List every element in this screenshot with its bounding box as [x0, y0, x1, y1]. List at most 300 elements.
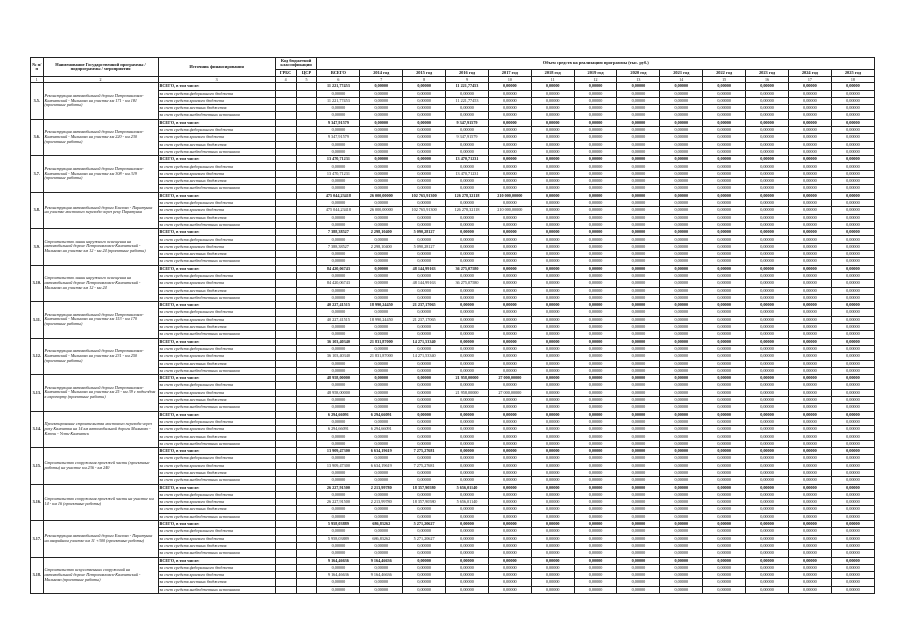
budget-code-cell	[296, 207, 317, 214]
amount-cell: 0,00000	[617, 141, 660, 148]
budget-code-cell	[275, 258, 296, 265]
funding-source: за счет средств местных бюджетов	[158, 178, 275, 185]
funding-source: за счет средств краевого бюджета	[158, 499, 275, 506]
amount-cell: 0,00000	[403, 542, 446, 549]
amount-cell: 0,00000	[788, 141, 831, 148]
amount-cell: 0,00000	[360, 477, 403, 484]
amount-cell: 0,00000	[403, 396, 446, 403]
budget-code-cell	[296, 455, 317, 462]
amount-cell: 0,00000	[360, 119, 403, 126]
amount-cell: 0,00000	[703, 127, 746, 134]
amount-cell: 0,00000	[531, 207, 574, 214]
header-total: ВСЕГО	[317, 69, 360, 76]
amount-cell: 11 221,77453	[317, 97, 360, 104]
funding-source: за счет средств федерального бюджета	[158, 272, 275, 279]
budget-code-cell	[275, 572, 296, 579]
amount-cell: 0,00000	[746, 469, 789, 476]
amount-cell: 0,00000	[403, 579, 446, 586]
budget-code-cell	[296, 572, 317, 579]
amount-cell: 0,00000	[617, 105, 660, 112]
table-body	[31, 77, 875, 594]
amount-cell: 0,00000	[831, 90, 874, 97]
amount-cell: 26 000,00000	[360, 207, 403, 214]
amount-cell: 0,00000	[574, 375, 617, 382]
amount-cell: 0,00000	[446, 214, 489, 221]
amount-cell: 0,00000	[788, 535, 831, 542]
amount-cell: 0,00000	[360, 221, 403, 228]
amount-cell: 9 164,46636	[360, 557, 403, 564]
amount-cell: 0,00000	[531, 243, 574, 250]
amount-cell: 0,00000	[660, 477, 703, 484]
amount-cell: 0,00000	[574, 156, 617, 163]
amount-cell: 0,00000	[403, 185, 446, 192]
amount-cell: 18 357,90580	[403, 484, 446, 491]
funding-source: за счет средств краевого бюджета	[158, 572, 275, 579]
budget-code-cell	[296, 236, 317, 243]
amount-cell: 0,00000	[660, 127, 703, 134]
header-year: 2018 год	[531, 69, 574, 76]
amount-cell: 0,00000	[617, 411, 660, 418]
budget-code-cell	[275, 469, 296, 476]
amount-cell: 0,00000	[660, 265, 703, 272]
amount-cell: 0,00000	[488, 382, 531, 389]
amount-cell: 0,00000	[660, 229, 703, 236]
amount-cell: 0,00000	[746, 448, 789, 455]
amount-cell: 0,00000	[531, 426, 574, 433]
table-row	[31, 302, 875, 309]
amount-cell: 0,00000	[617, 251, 660, 258]
table-row	[31, 178, 875, 185]
amount-cell: 0,00000	[746, 528, 789, 535]
item-number: 3.16.	[31, 484, 44, 520]
budget-code-cell	[296, 272, 317, 279]
amount-cell: 0,00000	[317, 396, 360, 403]
table-row	[31, 112, 875, 119]
amount-cell: 0,00000	[531, 287, 574, 294]
amount-cell: 0,00000	[660, 426, 703, 433]
amount-cell: 0,00000	[788, 199, 831, 206]
amount-cell: 0,00000	[446, 433, 489, 440]
amount-cell: 0,00000	[831, 513, 874, 520]
amount-cell: 0,00000	[831, 185, 874, 192]
amount-cell: 0,00000	[660, 294, 703, 301]
budget-code-cell	[296, 426, 317, 433]
item-number: 3.9.	[31, 229, 44, 265]
table-row	[31, 309, 875, 316]
amount-cell: 0,00000	[831, 535, 874, 542]
budget-code-cell	[275, 251, 296, 258]
amount-cell: 0,00000	[660, 462, 703, 469]
amount-cell: 0,00000	[788, 258, 831, 265]
amount-cell: 0,00000	[531, 404, 574, 411]
column-number: 18	[831, 77, 874, 83]
amount-cell: 0,00000	[617, 90, 660, 97]
funding-source: ВСЕГО, в том числе:	[158, 338, 275, 345]
budget-code-cell	[275, 426, 296, 433]
amount-cell: 0,00000	[617, 345, 660, 352]
budget-code-cell	[275, 229, 296, 236]
item-number: 3.8.	[31, 192, 44, 228]
amount-cell: 0,00000	[617, 331, 660, 338]
budget-code-cell	[275, 448, 296, 455]
amount-cell: 0,00000	[617, 229, 660, 236]
amount-cell: 0,00000	[403, 557, 446, 564]
amount-cell: 0,00000	[746, 484, 789, 491]
amount-cell: 0,00000	[660, 199, 703, 206]
amount-cell: 0,00000	[531, 564, 574, 571]
amount-cell: 0,00000	[317, 331, 360, 338]
header-year: 2019 год	[574, 69, 617, 76]
amount-cell: 0,00000	[403, 550, 446, 557]
amount-cell: 0,00000	[317, 141, 360, 148]
amount-cell: 0,00000	[574, 382, 617, 389]
amount-cell: 0,00000	[488, 572, 531, 579]
budget-code-cell	[296, 491, 317, 498]
amount-cell: 0,00000	[746, 141, 789, 148]
amount-cell: 0,00000	[831, 440, 874, 447]
budget-code-cell	[275, 265, 296, 272]
amount-cell: 26 000,00000	[360, 192, 403, 199]
amount-cell: 0,00000	[831, 462, 874, 469]
amount-cell: 0,00000	[617, 178, 660, 185]
amount-cell: 0,00000	[746, 199, 789, 206]
amount-cell: 0,00000	[488, 345, 531, 352]
amount-cell: 0,00000	[317, 542, 360, 549]
header-budget-code: Код бюджетной классификации	[275, 58, 317, 70]
amount-cell: 0,00000	[446, 105, 489, 112]
budget-code-cell	[275, 280, 296, 287]
amount-cell: 0,00000	[446, 396, 489, 403]
amount-cell: 0,00000	[831, 280, 874, 287]
amount-cell: 0,00000	[574, 185, 617, 192]
item-name: Реконструкция автомобильной дороги Елизово - Паратунка на участке мостового перехода через реку Паратунка	[43, 192, 158, 228]
amount-cell: 27 000,00000	[488, 375, 531, 382]
amount-cell: 0,00000	[788, 229, 831, 236]
amount-cell: 0,00000	[488, 112, 531, 119]
amount-cell: 0,00000	[360, 404, 403, 411]
amount-cell: 0,00000	[446, 294, 489, 301]
amount-cell: 0,00000	[488, 338, 531, 345]
amount-cell: 0,00000	[617, 542, 660, 549]
amount-cell: 0,00000	[831, 375, 874, 382]
amount-cell: 36 275,07580	[446, 280, 489, 287]
amount-cell: 0,00000	[403, 477, 446, 484]
amount-cell: 0,00000	[317, 440, 360, 447]
amount-cell: 0,00000	[360, 112, 403, 119]
amount-cell: 0,00000	[660, 542, 703, 549]
amount-cell: 0,00000	[403, 440, 446, 447]
amount-cell: 0,00000	[360, 506, 403, 513]
amount-cell: 0,00000	[403, 221, 446, 228]
amount-cell: 0,00000	[660, 338, 703, 345]
amount-cell: 0,00000	[746, 170, 789, 177]
amount-cell: 0,00000	[660, 382, 703, 389]
column-number: 6	[317, 77, 360, 83]
amount-cell: 0,00000	[788, 411, 831, 418]
table-row	[31, 499, 875, 506]
amount-cell: 0,00000	[788, 382, 831, 389]
amount-cell: 0,00000	[531, 411, 574, 418]
amount-cell: 0,00000	[831, 302, 874, 309]
amount-cell: 0,00000	[746, 134, 789, 141]
budget-code-cell	[296, 97, 317, 104]
amount-cell: 0,00000	[788, 433, 831, 440]
amount-cell: 0,00000	[531, 170, 574, 177]
budget-code-cell	[296, 528, 317, 535]
amount-cell: 0,00000	[746, 214, 789, 221]
amount-cell: 0,00000	[574, 477, 617, 484]
amount-cell: 0,00000	[660, 156, 703, 163]
amount-cell: 0,00000	[317, 287, 360, 294]
amount-cell: 0,00000	[488, 127, 531, 134]
amount-cell: 0,00000	[403, 360, 446, 367]
amount-cell: 0,00000	[531, 163, 574, 170]
header-year: 2022 год	[703, 69, 746, 76]
amount-cell: 0,00000	[617, 535, 660, 542]
amount-cell: 0,00000	[788, 97, 831, 104]
amount-cell: 21 237,17065	[403, 316, 446, 323]
item-name: Строительство искусственных сооружений на автомобильной дороге Петропавловск-Камчатский - Мильково (проектные работы)	[43, 557, 158, 593]
amount-cell: 0,00000	[703, 119, 746, 126]
amount-cell: 102 765,91300	[403, 207, 446, 214]
amount-cell: 0,00000	[703, 265, 746, 272]
amount-cell: 9 164,46636	[360, 572, 403, 579]
amount-cell: 0,00000	[488, 302, 531, 309]
amount-cell: 0,00000	[531, 105, 574, 112]
amount-cell: 21 831,87000	[360, 353, 403, 360]
funding-source: ВСЕГО, в том числе:	[158, 156, 275, 163]
funding-source: за счет средств краевого бюджета	[158, 97, 275, 104]
amount-cell: 0,00000	[703, 199, 746, 206]
budget-code-cell	[275, 564, 296, 571]
amount-cell: 0,00000	[746, 557, 789, 564]
amount-cell: 36 275,07580	[446, 265, 489, 272]
table-row	[31, 83, 875, 90]
amount-cell: 0,00000	[660, 90, 703, 97]
amount-cell: 0,00000	[660, 528, 703, 535]
funding-source: ВСЕГО, в том числе:	[158, 192, 275, 199]
amount-cell: 0,00000	[360, 586, 403, 593]
amount-cell: 0,00000	[617, 338, 660, 345]
amount-cell: 6 294,66091	[317, 426, 360, 433]
budget-code-cell	[296, 90, 317, 97]
amount-cell: 0,00000	[531, 484, 574, 491]
amount-cell: 0,00000	[360, 148, 403, 155]
amount-cell: 0,00000	[574, 178, 617, 185]
amount-cell: 0,00000	[531, 294, 574, 301]
budget-code-cell	[275, 141, 296, 148]
budget-code-cell	[296, 353, 317, 360]
amount-cell: 0,00000	[617, 316, 660, 323]
amount-cell: 0,00000	[703, 97, 746, 104]
amount-cell: 0,00000	[831, 506, 874, 513]
amount-cell: 0,00000	[660, 491, 703, 498]
funding-source: за счет средств федерального бюджета	[158, 455, 275, 462]
amount-cell: 0,00000	[831, 272, 874, 279]
table-row	[31, 396, 875, 403]
amount-cell: 48 144,99163	[403, 280, 446, 287]
amount-cell: 0,00000	[531, 265, 574, 272]
amount-cell: 0,00000	[574, 440, 617, 447]
amount-cell: 0,00000	[660, 272, 703, 279]
amount-cell: 0,00000	[531, 178, 574, 185]
amount-cell: 0,00000	[403, 433, 446, 440]
table-row	[31, 440, 875, 447]
amount-cell: 9 164,46636	[317, 572, 360, 579]
amount-cell: 0,00000	[660, 331, 703, 338]
amount-cell: 0,00000	[831, 499, 874, 506]
budget-code-cell	[275, 440, 296, 447]
budget-code-cell	[296, 564, 317, 571]
budget-code-cell	[296, 440, 317, 447]
amount-cell: 0,00000	[660, 97, 703, 104]
column-number: 16	[746, 77, 789, 83]
amount-cell: 40 227,41515	[317, 316, 360, 323]
amount-cell: 0,00000	[746, 265, 789, 272]
amount-cell: 0,00000	[574, 331, 617, 338]
amount-cell: 0,00000	[446, 367, 489, 374]
table-row	[31, 455, 875, 462]
amount-cell: 0,00000	[574, 105, 617, 112]
budget-code-cell	[296, 535, 317, 542]
amount-cell: 0,00000	[660, 141, 703, 148]
amount-cell: 0,00000	[617, 112, 660, 119]
column-number: 12	[574, 77, 617, 83]
amount-cell: 0,00000	[617, 382, 660, 389]
amount-cell: 0,00000	[617, 491, 660, 498]
amount-cell: 0,00000	[317, 491, 360, 498]
header-year: 2021 год	[660, 69, 703, 76]
budget-code-cell	[296, 199, 317, 206]
item-number: 3.7.	[31, 156, 44, 192]
amount-cell: 0,00000	[831, 324, 874, 331]
header-year: 2025 год	[831, 69, 874, 76]
amount-cell: 0,00000	[531, 156, 574, 163]
amount-cell: 0,00000	[574, 345, 617, 352]
amount-cell: 0,00000	[746, 309, 789, 316]
amount-cell: 0,00000	[317, 294, 360, 301]
amount-cell: 0,00000	[446, 243, 489, 250]
amount-cell: 0,00000	[574, 572, 617, 579]
amount-cell: 0,00000	[703, 433, 746, 440]
item-number: 3.13.	[31, 375, 44, 411]
amount-cell: 0,00000	[574, 192, 617, 199]
budget-code-cell	[275, 455, 296, 462]
amount-cell: 0,00000	[617, 148, 660, 155]
amount-cell: 0,00000	[831, 418, 874, 425]
amount-cell: 0,00000	[360, 97, 403, 104]
amount-cell: 0,00000	[574, 396, 617, 403]
amount-cell: 0,00000	[660, 396, 703, 403]
amount-cell: 0,00000	[488, 178, 531, 185]
table-row	[31, 251, 875, 258]
amount-cell: 0,00000	[831, 258, 874, 265]
amount-cell: 0,00000	[488, 229, 531, 236]
table-row	[31, 105, 875, 112]
amount-cell: 0,00000	[788, 375, 831, 382]
amount-cell: 0,00000	[831, 265, 874, 272]
amount-cell: 0,00000	[446, 572, 489, 579]
amount-cell: 0,00000	[703, 345, 746, 352]
amount-cell: 0,00000	[360, 134, 403, 141]
table-row	[31, 324, 875, 331]
amount-cell: 0,00000	[703, 477, 746, 484]
amount-cell: 5 271,20627	[403, 521, 446, 528]
budget-code-cell	[296, 360, 317, 367]
amount-cell: 0,00000	[746, 294, 789, 301]
budget-code-cell	[275, 287, 296, 294]
amount-cell: 0,00000	[531, 134, 574, 141]
budget-code-cell	[296, 287, 317, 294]
budget-code-cell	[296, 375, 317, 382]
amount-cell: 0,00000	[574, 302, 617, 309]
funding-source: ВСЕГО, в том числе:	[158, 119, 275, 126]
amount-cell: 7 388,38527	[317, 229, 360, 236]
table-row	[31, 192, 875, 199]
amount-cell: 210 000,00000	[488, 207, 531, 214]
amount-cell: 0,00000	[317, 127, 360, 134]
budget-code-cell	[296, 83, 317, 90]
amount-cell: 21 958,00000	[446, 389, 489, 396]
amount-cell: 0,00000	[703, 411, 746, 418]
amount-cell: 0,00000	[788, 90, 831, 97]
amount-cell: 0,00000	[660, 251, 703, 258]
budget-code-cell	[275, 404, 296, 411]
amount-cell: 0,00000	[660, 586, 703, 593]
amount-cell: 0,00000	[360, 287, 403, 294]
amount-cell: 0,00000	[703, 148, 746, 155]
amount-cell: 0,00000	[788, 338, 831, 345]
amount-cell: 0,00000	[746, 221, 789, 228]
amount-cell: 0,00000	[703, 440, 746, 447]
amount-cell: 0,00000	[403, 528, 446, 535]
amount-cell: 0,00000	[403, 258, 446, 265]
table-row	[31, 221, 875, 228]
amount-cell: 0,00000	[488, 550, 531, 557]
amount-cell: 0,00000	[531, 272, 574, 279]
budget-code-cell	[296, 178, 317, 185]
amount-cell: 0,00000	[746, 353, 789, 360]
table-row	[31, 287, 875, 294]
funding-source: за счет средств краевого бюджета	[158, 353, 275, 360]
amount-cell: 0,00000	[788, 564, 831, 571]
amount-cell: 0,00000	[360, 258, 403, 265]
funding-source: за счет средств краевого бюджета	[158, 207, 275, 214]
budget-code-cell	[296, 579, 317, 586]
amount-cell: 0,00000	[574, 513, 617, 520]
amount-cell: 0,00000	[746, 367, 789, 374]
amount-cell: 0,00000	[574, 83, 617, 90]
amount-cell: 0,00000	[574, 287, 617, 294]
amount-cell: 0,00000	[660, 221, 703, 228]
amount-cell: 0,00000	[660, 170, 703, 177]
amount-cell: 0,00000	[488, 353, 531, 360]
amount-cell: 0,00000	[360, 156, 403, 163]
amount-cell: 0,00000	[488, 455, 531, 462]
amount-cell: 0,00000	[531, 375, 574, 382]
budget-code-cell	[275, 324, 296, 331]
budget-code-cell	[275, 396, 296, 403]
budget-code-cell	[275, 367, 296, 374]
amount-cell: 0,00000	[360, 418, 403, 425]
amount-cell: 0,00000	[574, 448, 617, 455]
amount-cell: 21 958,00000	[446, 375, 489, 382]
amount-cell: 0,00000	[746, 119, 789, 126]
amount-cell: 0,00000	[617, 127, 660, 134]
amount-cell: 0,00000	[531, 236, 574, 243]
amount-cell: 0,00000	[703, 302, 746, 309]
amount-cell: 0,00000	[831, 353, 874, 360]
